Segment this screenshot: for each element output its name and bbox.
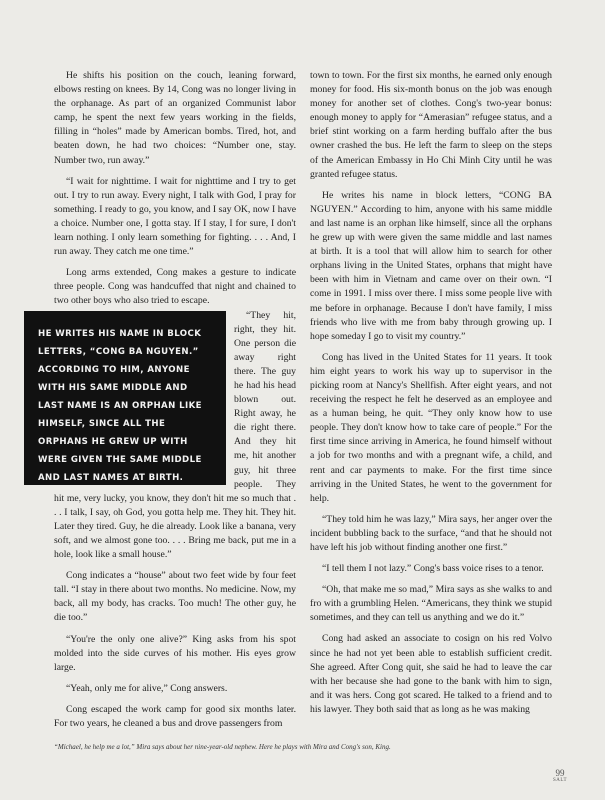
- paragraph: Cong has lived in the United States for 11 years. It took him eight years to work his way up to supervisor in the picking room at Nancy's Shellfish. After eight years, and not receiving the respect he felt he deserved as an employee and as a human being, he quit. “They only know how to use people. They don't know how to take care of people.” For the first time since arriving in America, he found himself without a job for two months and with a pregnant wife, a child, and rent and car payments to make. For the first time since arriving in the United States, he went to the government for help.: [310, 351, 552, 504]
- paragraph: He shifts his position on the couch, leaning forward, elbows resting on knees. By 14, Cong was no longer living in the orphanage. As part of an organized Communist labor camp, he spent the next few years working in the fields, filling in “holes” made by American bombs. Tired, hot, and beaten down, he had two choices: “Number one, stay. Number two, run away.”: [54, 70, 296, 166]
- left-column: [38, 69, 296, 738]
- paragraph: Cong indicates a “house” about two feet wide by four feet tall. “I stay in there about two months. No medicine. Now, my back, all my body, has cracks. Too much! The other guy, he die too.”: [54, 570, 296, 624]
- right-column: [310, 69, 552, 724]
- paragraph: “I tell them I not lazy.” Cong's bass voice rises to a tenor.: [322, 563, 544, 575]
- page-number: 99: [555, 768, 565, 778]
- publication-mark: SALT: [552, 778, 567, 783]
- pull-quote: HE WRITES HIS NAME IN BLOCK LETTERS, “CONG BA NGUYEN.” ACCORDING TO HIM, ANYONE WITH HIS SAME MIDDLE AND LAST NAME IS AN ORPHAN LIKE HIMSELF, SINCE ALL THE ORPHANS HE GREW UP WITH WERE GIVEN THE SAME MIDDLE AND LAST NAMES AT BIRTH.: [24, 311, 226, 485]
- paragraph: town to town. For the first six months, he earned only enough money for food. His six-month bonus on the job was enough money for another set of clothes. Cong's two-year bonus: enough money to apply for “Amerasian” refugee status, and a brief stint working on a farm herding buffalo after the bus owner crashed the bus. He left the farm to sleep on the steps of the American Embassy in Ho Chi Minh City until he was granted refugee status.: [310, 70, 552, 180]
- paragraph: “They told him he was lazy,” Mira says, her anger over the incident bubbling back to the surface, “and that he should not have left his job without finding another one first.”: [310, 513, 552, 553]
- paragraph: “Yeah, only me for alive,” Cong answers.: [66, 682, 228, 694]
- paragraph: “I wait for nighttime. I wait for nighttime and I try to get out. I try to run away. Every night, I talk with God, I pray for something. I ready to go, you know, and I say OK, now I have a choice. Number one, I gotta stay. If I stay, I for sure, I don't learn nothing. I only learn something for fighting. . . . And, I run away. They catch me one time.”: [54, 175, 296, 258]
- paragraph: He writes his name in block letters, “CONG BA NGUYEN.” According to him, anyone with his same middle and last name is an orphan like himself, since all the orphans he grew up with were given the same middle and last names at birth. It is a tool that will allow him to search for other orphans living in the United States, orphans that might have been with him in Vietnam and came over on their own. “I come in 1991. I miss over there. I miss some people live with me before in orphanage. Because I don't have family, I miss friends who live with me from baby through growing up. I hope someday I go to visit my country.”: [310, 189, 552, 342]
- paragraph: Long arms extended, Cong makes a gesture to indicate three people. Cong was handcuffed that night and chained to two other boys who also tried to escape.: [54, 267, 296, 307]
- paragraph: Cong escaped the work camp for good six months later. For two years, he cleaned a bus and drove passengers from: [54, 703, 296, 730]
- paragraph: “They hit, right, they hit. One person die away right there. The guy he had his head blown out. Right away, he die right there. And they hit me, hit another guy, hit three people. They hit me, very lucky, you know, they don't hit me so much that . . . I talk, I say, oh God, you gotta help me. They hit. They hit. Later they tired. Guy, he die already. Look like a banana, very soft, and we almost gone too. . . . Bring me back, put me in a hole, look like a small house.”: [54, 309, 296, 561]
- photo-caption: “Michael, he help me a lot,” Mira says about her nine-year-old nephew. Here he plays with Mira and Cong's son, King.: [54, 743, 391, 751]
- paragraph: “You're the only one alive?” King asks from his spot molded into the side curves of his mother. His eyes grow large.: [54, 633, 296, 673]
- paragraph: “Oh, that make me so mad,” Mira says as she walks to and fro with a grumbling Helen. “Americans, they think we stupid sometimes, and they can tell us anything and we do it.”: [310, 584, 552, 624]
- page-folio: [553, 768, 567, 783]
- paragraph: Cong had asked an associate to cosign on his red Volvo since he had not yet been able to establish sufficient credit. She agreed. After Cong quit, she said he had to leave the car with her because she had gone to the bank with him to sign, and it was hers. Cong got scared. He talked to a friend and to his lawyer. They both said that as long as he was making: [310, 633, 552, 715]
